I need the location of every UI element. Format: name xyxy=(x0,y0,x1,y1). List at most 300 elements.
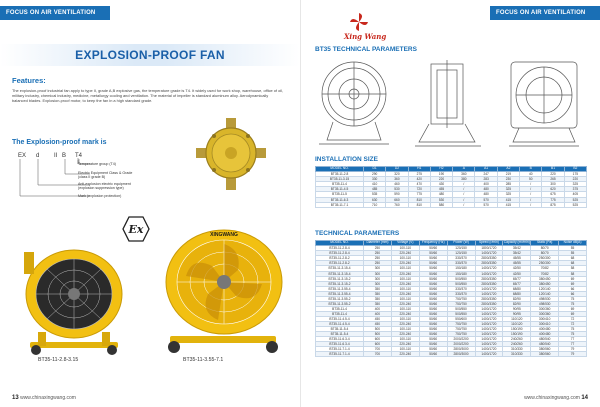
table-cell: 710 xyxy=(364,202,386,207)
table-cell: 500/550 xyxy=(447,276,475,281)
installation-size-heading: INSTALLATION SIZE xyxy=(315,156,378,163)
table-cell: BT35-11-2.8-2 xyxy=(316,261,364,266)
fan-large-image xyxy=(158,228,288,356)
table-cell: 350 xyxy=(364,296,392,301)
mark-heading: The Explosion-proof mark is xyxy=(12,139,107,146)
table-cell: 460 xyxy=(386,182,408,187)
table-cell: 300 xyxy=(364,266,392,271)
table-cell: 65/77 xyxy=(503,281,531,286)
table-cell: 1400/1720 xyxy=(475,316,503,321)
table-cell: BT35-11-2.8-4 xyxy=(316,246,364,251)
table-cell: 300/360 xyxy=(531,306,559,311)
table-cell: 400 xyxy=(364,306,392,311)
table-cell: 400/480 xyxy=(531,332,559,337)
table-cell: 330/370 xyxy=(447,291,475,296)
table-cell: 50/60 xyxy=(419,296,447,301)
table-cell: 700 xyxy=(364,347,392,352)
table-cell: 68/80 xyxy=(503,286,531,291)
table-cell: 2800/3000 xyxy=(447,347,475,352)
table-cell: 240/260 xyxy=(503,342,531,347)
table-cell: 220-240 xyxy=(391,332,419,337)
table-cell: 325 xyxy=(497,187,519,192)
table-cell: 415 xyxy=(497,202,519,207)
table-cell: 100-110 xyxy=(391,296,419,301)
table-cell: 750/750 xyxy=(447,327,475,332)
table-cell: 875 xyxy=(542,202,564,207)
table-cell: BT35-11-4 xyxy=(316,306,364,311)
table-cell: 570 xyxy=(475,202,497,207)
table-cell: / xyxy=(520,202,542,207)
table-cell: 675 xyxy=(542,192,564,197)
table-cell: 525 xyxy=(564,197,586,202)
table-cell: 150/180 xyxy=(447,266,475,271)
table-cell: 220-240 xyxy=(391,291,419,296)
table-cell: 480 xyxy=(475,192,497,197)
table-cell: 500 xyxy=(364,327,392,332)
table-cell: 70/82 xyxy=(531,266,559,271)
table-cell: 90/95 xyxy=(503,306,531,311)
table-cell: 79 xyxy=(559,352,587,357)
table-cell: 100-110 xyxy=(391,337,419,342)
table-cell: 240/260 xyxy=(503,337,531,342)
table-cell: 300 xyxy=(364,281,392,286)
table-cell: 50/60 xyxy=(419,311,447,316)
table-cell: 500/550 xyxy=(447,311,475,316)
table-cell: 150/190 xyxy=(503,327,531,332)
table-cell: 110/120 xyxy=(503,316,531,321)
installation-header-cell: B xyxy=(520,167,542,172)
table-cell: 220 xyxy=(542,172,564,177)
table-cell: BT35-11-7.1 xyxy=(316,202,364,207)
table-cell: 50/60 xyxy=(419,291,447,296)
table-cell: 120/150 xyxy=(447,246,475,251)
table-cell: 100-110 xyxy=(391,286,419,291)
table-cell: 400 xyxy=(475,182,497,187)
table-cell: 69 xyxy=(559,276,587,281)
table-cell: 300/360 xyxy=(531,311,559,316)
table-cell: 350 xyxy=(364,291,392,296)
table-cell: 530 xyxy=(386,187,408,192)
table-cell: 290 xyxy=(364,172,386,177)
mark-note-mark: Mark (explosion protection) xyxy=(78,194,122,198)
table-cell: 360 xyxy=(386,177,408,182)
table-cell: 1400/1720 xyxy=(475,327,503,332)
table-cell: 470 xyxy=(408,182,430,187)
table-cell: 75 xyxy=(559,332,587,337)
table-cell: 1400/1720 xyxy=(475,271,503,276)
table-cell: 1400/1720 xyxy=(475,266,503,271)
table-cell: 350 xyxy=(364,286,392,291)
installation-header-cell: B2 xyxy=(564,167,586,172)
table-cell: 2800/3000 xyxy=(447,352,475,357)
table-cell: 325 xyxy=(497,192,519,197)
table-cell: 75 xyxy=(559,327,587,332)
table-cell: 405 xyxy=(564,192,586,197)
table-cell: 450 xyxy=(364,322,392,327)
table-cell: BT35-11-4 xyxy=(316,182,364,187)
table-cell: 750/750 xyxy=(447,296,475,301)
table-row xyxy=(316,202,587,207)
table-cell: 50/60 xyxy=(419,352,447,357)
table-cell: 550/600 xyxy=(447,316,475,321)
technical-header-cell: Speed (r/min) xyxy=(475,241,503,246)
table-cell: 1400/1720 xyxy=(475,311,503,316)
table-cell: 230 xyxy=(497,177,519,182)
rear-view-drawing xyxy=(505,56,583,148)
table-cell: BT35-11-2.8 xyxy=(316,172,364,177)
table-cell: 330/370 xyxy=(447,261,475,266)
table-cell: 498/530 xyxy=(531,301,559,306)
table-cell: 80/70 xyxy=(531,246,559,251)
table-cell: 247 xyxy=(475,172,497,177)
installation-header-cell: A xyxy=(453,167,475,172)
table-cell: 330/370 xyxy=(447,286,475,291)
table-cell: BT35-11-2.8-4 xyxy=(316,251,364,256)
table-cell: 42/50 xyxy=(503,271,531,276)
installation-header-cell: H1 xyxy=(408,167,430,172)
table-cell: BT35-11-3.15-4 xyxy=(316,266,364,271)
table-cell: / xyxy=(520,182,542,187)
table-cell: BT35-11-5-4 xyxy=(316,327,364,332)
fan-brand-text: XINGWANG xyxy=(210,232,238,238)
table-cell: 535 xyxy=(364,192,386,197)
table-cell: 775 xyxy=(408,192,430,197)
table-cell: 120/150 xyxy=(447,251,475,256)
table-cell: / xyxy=(520,197,542,202)
table-cell: BT35-11-3.15-2 xyxy=(316,276,364,281)
technical-header-cell: Voltage (V) xyxy=(391,241,419,246)
table-cell: 50/60 xyxy=(419,276,447,281)
table-cell: 220-240 xyxy=(391,352,419,357)
table-cell: 65/77 xyxy=(503,276,531,281)
table-cell: 100-110 xyxy=(391,316,419,321)
table-cell: 90/95 xyxy=(503,311,531,316)
table-cell: BT35-11-3.15-4 xyxy=(316,271,364,276)
table-cell: / xyxy=(453,202,475,207)
table-cell: 570 xyxy=(475,197,497,202)
left-header-bar: FOCUS ON AIR VENTILATION SOLUTION xyxy=(0,6,110,20)
table-cell: 750/750 xyxy=(447,301,475,306)
left-footer xyxy=(12,395,76,401)
table-cell: 120/140 xyxy=(531,286,559,291)
table-cell: 150/190 xyxy=(503,332,531,337)
table-cell: 68 xyxy=(559,256,587,261)
installation-header-cell: A2 xyxy=(497,167,519,172)
table-cell: 220 xyxy=(430,177,452,182)
table-cell: 75 xyxy=(559,301,587,306)
table-cell: BT35-11-6.3 xyxy=(316,197,364,202)
table-cell: 50/60 xyxy=(419,286,447,291)
table-cell: 480/540 xyxy=(531,337,559,342)
table-cell: 300/410 xyxy=(531,316,559,321)
right-footer xyxy=(524,395,588,401)
table-cell: 35/42 xyxy=(503,246,531,251)
table-cell: 660 xyxy=(386,197,408,202)
technical-header-cell: Power (W) xyxy=(447,241,475,246)
table-cell: 330/370 xyxy=(447,256,475,261)
table-cell: 50/60 xyxy=(419,256,447,261)
table-cell: 220-240 xyxy=(391,261,419,266)
table-cell: 100-110 xyxy=(391,276,419,281)
table-cell: BT35-11-5 xyxy=(316,192,364,197)
technical-parameters-heading: TECHNICAL PARAMETERS xyxy=(315,230,400,237)
technical-header-cell: Frequency (Hz) xyxy=(419,241,447,246)
table-cell: 50/60 xyxy=(419,246,447,251)
table-cell: 1400/1720 xyxy=(475,352,503,357)
installation-header-cell: D1 xyxy=(364,167,386,172)
table-cell: 220-240 xyxy=(391,301,419,306)
table-cell: BT35-11-7.1-4 xyxy=(316,352,364,357)
table-cell: 50/60 xyxy=(419,271,447,276)
technical-parameters-table xyxy=(315,240,587,357)
table-cell: 50/60 xyxy=(419,251,447,256)
table-cell: 2800/3350 xyxy=(475,281,503,286)
mark-part-temp: T4 xyxy=(75,153,83,159)
mark-note-temp: Temperature group (T4) xyxy=(78,162,116,166)
table-cell: 430 xyxy=(430,182,452,187)
table-cell: / xyxy=(520,187,542,192)
table-cell: 285 xyxy=(497,182,519,187)
table-cell: 2800/3350 xyxy=(475,256,503,261)
table-cell: 450 xyxy=(364,316,392,321)
table-cell: BT35-11-3.15-2 xyxy=(316,281,364,286)
table-cell: BT35-11-3.15 xyxy=(316,177,364,182)
table-cell: 380 xyxy=(453,177,475,182)
table-cell: 250 xyxy=(364,251,392,256)
table-cell: 45/55 xyxy=(503,256,531,261)
table-cell: 1400/1720 xyxy=(475,332,503,337)
table-cell: 100-110 xyxy=(391,327,419,332)
table-row xyxy=(316,352,587,357)
table-cell: 580 xyxy=(430,202,452,207)
table-cell: 480/540 xyxy=(531,342,559,347)
table-cell: 310/330 xyxy=(503,352,531,357)
right-header-bar: FOCUS ON AIR VENTILATION SOLUTION xyxy=(490,6,600,20)
table-cell: 220-240 xyxy=(391,271,419,276)
table-cell: 75 xyxy=(559,296,587,301)
table-cell: 325 xyxy=(564,182,586,187)
table-cell: 1400/1720 xyxy=(475,347,503,352)
table-cell: 72 xyxy=(559,322,587,327)
table-cell: 72 xyxy=(559,316,587,321)
table-cell: 2800/3350 xyxy=(475,301,503,306)
page-title: EXPLOSION-PROOF FAN xyxy=(75,48,225,62)
table-cell: 300 xyxy=(364,276,392,281)
table-cell: 400/480 xyxy=(531,327,559,332)
table-cell: 50 xyxy=(520,177,542,182)
installation-header-cell: D2 xyxy=(386,167,408,172)
features-heading: Features: xyxy=(12,76,46,85)
table-cell: 380/560 xyxy=(531,347,559,352)
table-cell: BT35-11-2.8-2 xyxy=(316,256,364,261)
table-cell: 219 xyxy=(497,172,519,177)
table-cell: 100-110 xyxy=(391,306,419,311)
table-cell: 220 xyxy=(564,177,586,182)
table-cell: 68/80 xyxy=(503,291,531,296)
table-cell: 77 xyxy=(559,337,587,342)
table-cell: 82/90 xyxy=(503,296,531,301)
table-cell: 410 xyxy=(364,182,386,187)
table-cell: 220-240 xyxy=(391,251,419,256)
table-cell: / xyxy=(520,192,542,197)
table-cell: 58 xyxy=(559,266,587,271)
technical-header-cell: Capacity (m³/min) xyxy=(503,240,530,245)
technical-header-cell: Static (Pa) xyxy=(531,241,559,246)
table-cell: 69 xyxy=(559,281,587,286)
installation-header-cell: MODEL NO. xyxy=(316,167,364,172)
table-cell: BT35-11-3.55-4 xyxy=(316,286,364,291)
table-cell: 220-240 xyxy=(391,322,419,327)
mark-part-d: d xyxy=(36,153,40,159)
table-cell: 1400/1720 xyxy=(475,286,503,291)
table-cell: 79 xyxy=(559,347,587,352)
table-cell: 69 xyxy=(559,306,587,311)
installation-header-cell: A1 xyxy=(475,167,497,172)
left-website: www.chinaxingwang.com xyxy=(20,395,76,401)
table-cell: 58 xyxy=(559,271,587,276)
xingwang-logo xyxy=(344,12,390,42)
table-cell: 350 xyxy=(364,301,392,306)
table-cell: 1400/1720 xyxy=(475,306,503,311)
table-cell: 600 xyxy=(364,337,392,342)
table-cell: 400 xyxy=(364,311,392,316)
caption-large-fan: BT35-11-3.55-7.1 xyxy=(183,357,224,363)
junction-box-image xyxy=(196,118,266,190)
table-cell: 760 xyxy=(386,202,408,207)
table-cell: 42/50 xyxy=(503,266,531,271)
table-cell: 1400/1720 xyxy=(475,337,503,342)
table-cell: 310/330 xyxy=(503,347,531,352)
table-cell: 300 xyxy=(364,271,392,276)
table-cell: 2800/3350 xyxy=(475,296,503,301)
table-cell: 50/60 xyxy=(419,337,447,342)
mark-note-class: Electric Equipment Class & Grade (class II grade B) xyxy=(78,171,133,180)
table-cell: 35/42 xyxy=(503,251,531,256)
table-cell: 330 xyxy=(364,177,386,182)
table-cell: 525 xyxy=(564,202,586,207)
table-cell: 750/750 xyxy=(447,322,475,327)
table-cell: 100-110 xyxy=(391,266,419,271)
table-cell: 69 xyxy=(559,311,587,316)
table-cell: 55 xyxy=(559,251,587,256)
table-cell: 620 xyxy=(542,187,564,192)
table-cell: 50/60 xyxy=(419,327,447,332)
table-cell: 810 xyxy=(408,197,430,202)
table-cell: 220-240 xyxy=(391,311,419,316)
table-cell: 150/180 xyxy=(447,271,475,276)
table-cell: 70/82 xyxy=(531,271,559,276)
technical-header-cell: Noise dB(A) xyxy=(559,241,587,246)
table-cell: 480 xyxy=(475,187,497,192)
table-cell: 82/90 xyxy=(503,301,531,306)
table-cell: 66 xyxy=(559,286,587,291)
table-cell: 2800/3350 xyxy=(475,261,503,266)
table-cell: 720 xyxy=(408,187,430,192)
table-cell: BT35-11-7.1-4 xyxy=(316,347,364,352)
table-cell: 630 xyxy=(364,197,386,202)
mark-part-class: II xyxy=(54,153,58,159)
table-cell: 50/60 xyxy=(419,281,447,286)
mark-note-type: Anti-explosion electric equipment (explosion suppression type) xyxy=(78,182,131,191)
table-cell: 500 xyxy=(364,332,392,337)
table-cell: 50/60 xyxy=(419,261,447,266)
table-cell: 100-110 xyxy=(391,347,419,352)
technical-header-cell: Diameter (mm) xyxy=(364,241,392,246)
table-cell: 50/60 xyxy=(419,306,447,311)
table-cell: 700 xyxy=(364,352,392,357)
table-cell: 380/450 xyxy=(531,281,559,286)
table-cell: BT35-11-4 xyxy=(316,311,364,316)
table-cell: / xyxy=(453,192,475,197)
table-cell: 810 xyxy=(408,202,430,207)
table-cell: 415 xyxy=(497,197,519,202)
table-cell: 750/750 xyxy=(447,332,475,337)
table-cell: 420 xyxy=(408,177,430,182)
table-cell: 120/140 xyxy=(531,291,559,296)
table-cell: 500/550 xyxy=(447,281,475,286)
table-cell: 100-110 xyxy=(391,246,419,251)
table-cell: 250/300 xyxy=(531,261,559,266)
technical-header-cell: MODEL NO. xyxy=(316,241,364,246)
table-cell: 1400/1720 xyxy=(475,342,503,347)
table-cell: 283 xyxy=(475,177,497,182)
table-cell: BT35-11-4.5 xyxy=(316,187,364,192)
table-cell: 380/560 xyxy=(531,352,559,357)
table-cell: BT35-11-3.55-2 xyxy=(316,296,364,301)
right-page-number: 14 xyxy=(581,395,588,401)
table-cell: 250 xyxy=(364,246,392,251)
table-cell: 77 xyxy=(559,342,587,347)
table-cell: 100-110 xyxy=(391,256,419,261)
table-cell: BT35-11-3.55-2 xyxy=(316,301,364,306)
table-cell: 50/60 xyxy=(419,332,447,337)
table-cell: 50/60 xyxy=(419,342,447,347)
table-cell: BT35-11-4.5-4 xyxy=(316,316,364,321)
table-cell: BT35-11-6.3-4 xyxy=(316,337,364,342)
table-cell: 1400/1720 xyxy=(475,322,503,327)
pinwheel-logo-icon xyxy=(344,12,374,32)
table-cell: 250/300 xyxy=(531,256,559,261)
table-cell: 1400/1720 xyxy=(475,251,503,256)
table-cell: / xyxy=(453,182,475,187)
table-cell: 775 xyxy=(542,197,564,202)
caption-small-fan: BT35-11-2.8-3.15 xyxy=(38,357,79,363)
table-cell: BT35-11-6.3-4 xyxy=(316,342,364,347)
table-cell: 498/530 xyxy=(531,296,559,301)
table-cell: 110/120 xyxy=(503,322,531,327)
table-cell: 2000/2200 xyxy=(447,342,475,347)
table-cell: 600 xyxy=(364,342,392,347)
installation-header-cell: B1 xyxy=(542,167,564,172)
table-cell: 68 xyxy=(559,261,587,266)
table-cell: 250 xyxy=(364,256,392,261)
front-view-drawing xyxy=(315,56,393,148)
table-cell: 590 xyxy=(386,192,408,197)
table-cell: 40 xyxy=(520,172,542,177)
table-cell: 220-240 xyxy=(391,342,419,347)
table-cell: 50/60 xyxy=(419,266,447,271)
right-page xyxy=(300,0,600,407)
logo-text: Xing Wang xyxy=(344,32,387,41)
table-cell: 455 xyxy=(430,187,452,192)
table-cell: 500/550 xyxy=(447,306,475,311)
table-cell: 485 xyxy=(364,187,386,192)
table-cell: 50/60 xyxy=(419,301,447,306)
mark-part-grade: B xyxy=(62,153,67,159)
table-cell: 250 xyxy=(364,261,392,266)
table-cell: BT35-11-5-4 xyxy=(316,332,364,337)
features-text: The explosion-proof industrial fan apply to type II, grade A,B explosive gas, the temperature grade is T4. It widely used for work shop, warehouse, office of oil, military industry, chemical industry, medicine, metallurgy cooling and ventilation. The material of impeller is standard aluminum alloy. Aerodynamically balanced blades. Explosion-proof motor, to keep the fan in a high standard grade. xyxy=(12,88,284,104)
